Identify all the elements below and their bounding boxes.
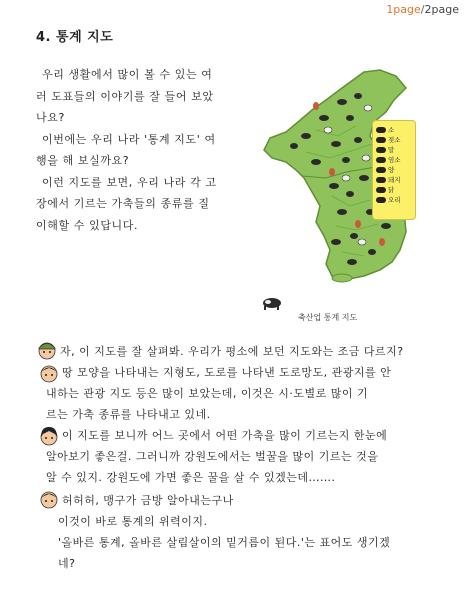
legend-item [376, 145, 412, 155]
dialog-line: 알아보기 좋은걸. 그러니까 강원도에서는 벌꿀을 많이 기르는 것을 [46, 450, 379, 463]
legend-label: 오리 [388, 196, 401, 204]
section-title: 4. 통계 지도 [36, 30, 114, 45]
intro-line: 이런 지도를 보면, 우리 나라 각 고 [42, 175, 217, 189]
map-legend [372, 120, 416, 220]
legend-item [376, 185, 412, 195]
map-caption: 축산업 통계 지도 [298, 313, 358, 322]
duck-icon [376, 197, 386, 203]
jeju-island [332, 274, 352, 282]
legend-label: 젖소 [388, 136, 401, 144]
horse-icon [376, 147, 386, 153]
legend-item [376, 165, 412, 175]
legend-label: 염소 [388, 156, 401, 164]
dialog-line: 자, 이 지도를 잘 살펴봐. 우리가 평소에 보던 지도와는 조금 다르지? [60, 345, 404, 358]
legend-label: 말 [388, 146, 395, 154]
girl-avatar-icon [38, 425, 60, 447]
legend-label: 돼지 [388, 176, 401, 184]
dialog-student-2 [46, 425, 465, 488]
legend-item [376, 155, 412, 165]
pig-icon [376, 177, 386, 183]
boy-avatar-icon [38, 362, 60, 384]
cow-icon [260, 296, 284, 310]
intro-paragraph [36, 64, 236, 236]
dialog-line: 허허허, 맹구가 금방 알아내는구나 [62, 494, 234, 507]
legend-label: 닭 [388, 186, 395, 194]
teacher-avatar-icon [36, 339, 58, 361]
dialog-line: '올바른 통계, 올바른 살림살이의 밑거름이 된다.'는 표어도 생기겠 [58, 536, 391, 549]
legend-item [376, 125, 412, 135]
page-current: 1page [386, 3, 421, 16]
dairy-cow-icon [376, 137, 386, 143]
intro-line: 나요? [36, 111, 65, 124]
dialog-line: 르는 가축 종류를 나타내고 있네. [46, 408, 211, 421]
legend-item [376, 195, 412, 205]
livestock-map [246, 66, 451, 286]
dialog-teacher [60, 341, 465, 362]
dialog-line: 땅 모양을 나타내는 지형도, 도로를 나타낸 도로망도, 관광지를 안 [62, 366, 392, 379]
peninsula-map-graphic [246, 66, 451, 286]
dialog-line: 알 수 있지. 강원도에 가면 좋은 꿀을 살 수 있겠는데……. [46, 471, 336, 484]
intro-line: 러 도표들의 이야기를 잘 들어 보았 [36, 89, 214, 103]
intro-line: 우리 생활에서 많이 볼 수 있는 여 [42, 68, 213, 81]
legend-label: 소 [388, 126, 395, 134]
legend-item [376, 135, 412, 145]
dialog-line: 내하는 관광 지도 등은 많이 보았는데, 이것은 시·도별로 많이 기 [46, 387, 369, 400]
page-total: 2page [424, 3, 459, 16]
legend-item [376, 175, 412, 185]
intro-line: 이번에는 우리 나라 '통계 지도' 여 [42, 132, 216, 146]
sheep-icon [376, 167, 386, 173]
chicken-icon [376, 187, 386, 193]
dialog-line: 이것이 바로 통계의 위력이지. [58, 515, 208, 528]
page-indicator [386, 3, 459, 16]
dialog-line: 네? [58, 557, 76, 570]
intro-line: 행을 해 보실까요? [36, 154, 130, 167]
goat-icon [376, 157, 386, 163]
intro-line: 이해할 수 있답니다. [36, 218, 139, 232]
legend-label: 양 [388, 166, 395, 174]
boy-avatar-icon [38, 488, 60, 510]
dialog-student-1 [46, 362, 465, 425]
cow-icon [376, 127, 386, 133]
dialog-line: 이 지도를 보니까 어느 곳에서 어떤 가축을 많이 기르는지 한눈에 [62, 429, 388, 442]
intro-line: 장에서 기르는 가축들의 종류를 질 [36, 197, 210, 210]
dialog-teacher-2 [58, 490, 465, 574]
page-separator: / [420, 3, 425, 16]
